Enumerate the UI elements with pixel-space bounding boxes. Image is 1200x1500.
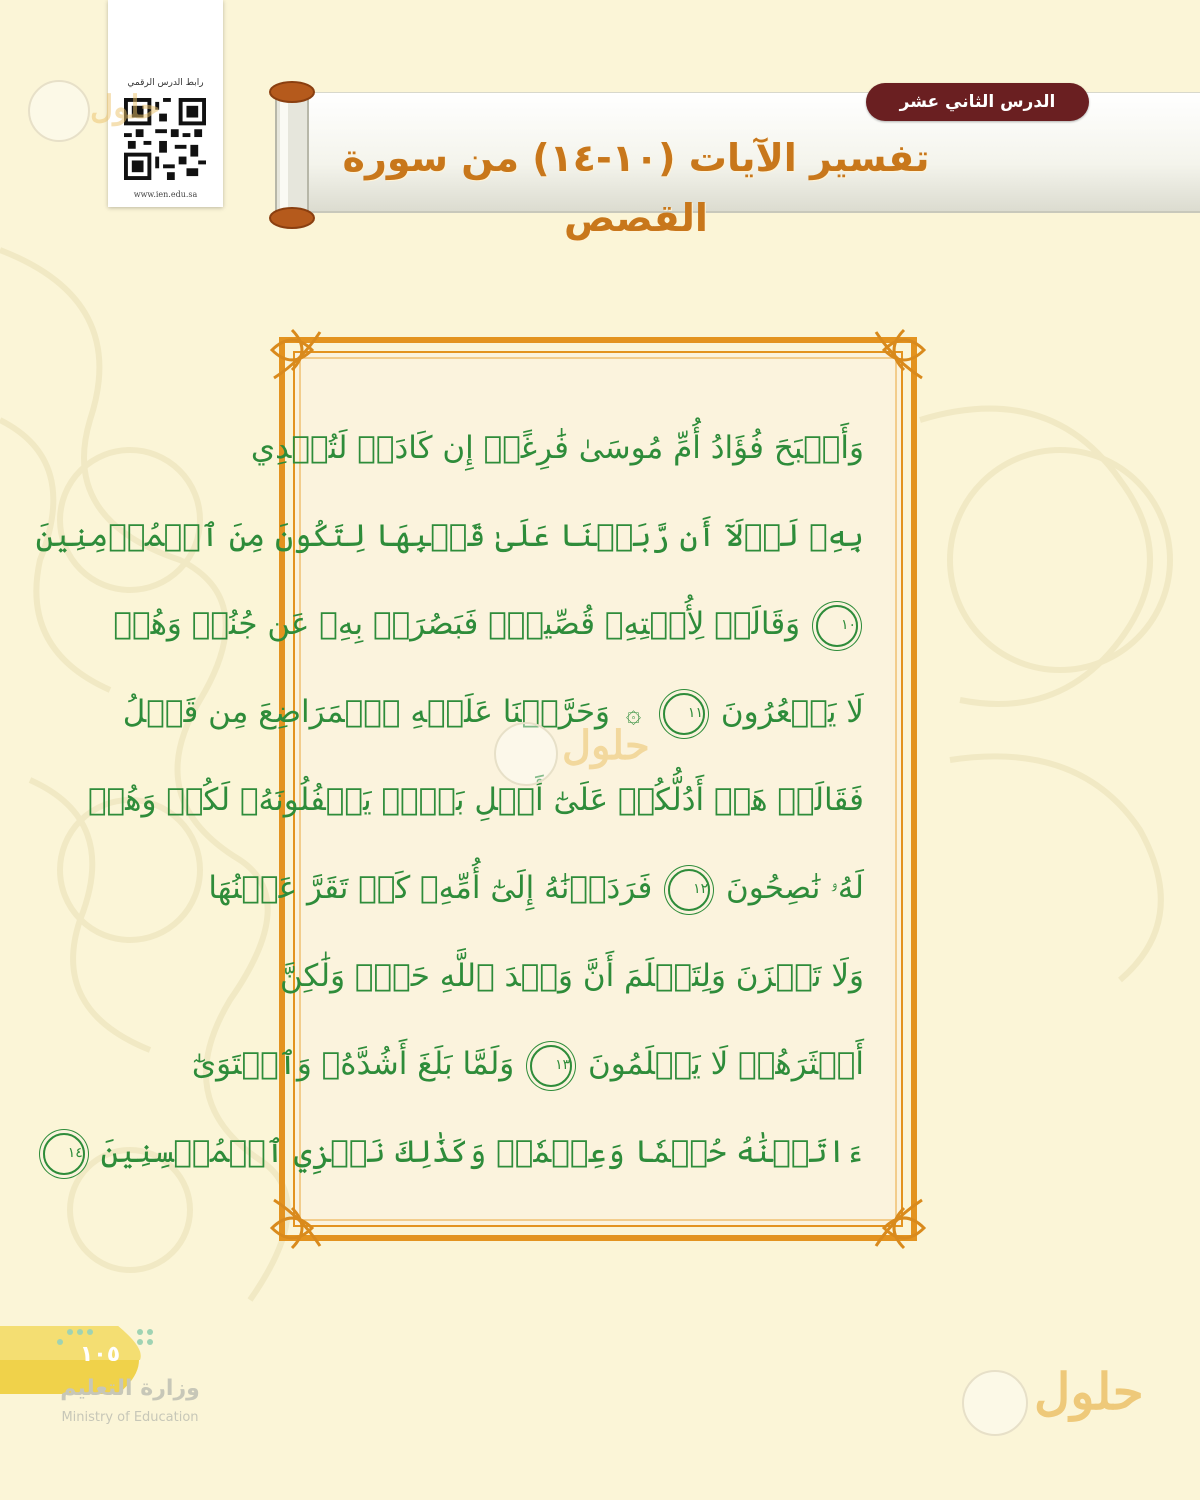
verse-text: وَقَالَتۡ لِأُخۡتِهِۦ قُصِّيهِۖ فَبَصُرَتۡ بِهِۦ عَن جُنُبٖ وَهُمۡ	[113, 606, 801, 642]
ministry-logo-english: Ministry of Education	[61, 1410, 199, 1425]
watermark-logo-circle	[28, 80, 90, 142]
verse-line	[191, 1020, 864, 1108]
verse-text: وَلَا تَحۡزَنَ وَلِتَعۡلَمَ أَنَّ وَعۡدَ ٱللَّهِ حَقّٞ وَلَٰكِنَّ	[279, 958, 864, 994]
verse-text: وَلَمَّا بَلَغَ أَشُدَّهُۥ وَٱسۡتَوَىٰٓ	[191, 1046, 515, 1082]
scroll-roll-icon	[268, 80, 316, 230]
verse-text: بِهِۦ لَوۡلَآ أَن رَّبَطۡنَا عَلَىٰ قَلۡبِهَا لِتَكُونَ مِنَ ٱلۡمُؤۡمِنِينَ	[35, 518, 864, 554]
page-number: ١٠٥	[79, 1342, 121, 1367]
lesson-title: تفسير الآيات (١٠-١٤) من سورة القصص	[342, 136, 930, 240]
verse-line	[279, 932, 864, 1020]
qr-url[interactable]: www.ien.edu.sa	[133, 190, 198, 199]
verse-line	[250, 404, 864, 492]
watermark-text: حلول	[562, 722, 650, 769]
verse-line	[208, 844, 864, 932]
verse-line	[67, 1108, 864, 1196]
qr-label: رابط الدرس الرقمي	[127, 78, 204, 88]
ayah-number-10: ١٠	[816, 605, 858, 647]
ministry-logo-arabic: وزارة التعليم	[60, 1376, 200, 1401]
lesson-badge: الدرس الثاني عشر	[866, 83, 1089, 121]
ayah-number-13: ١٣	[530, 1045, 572, 1087]
verse-text: فَقَالَتۡ هَلۡ أَدُلُّكُمۡ عَلَىٰٓ أَهۡلِ بَيۡتٖ يَكۡفُلُونَهُۥ لَكُمۡ وَهُمۡ	[87, 782, 864, 818]
verse-text: وَأَصۡبَحَ فُؤَادُ أُمِّ مُوسَىٰ فَٰرِغًاۖ إِن كَادَتۡ لَتُبۡدِي	[250, 430, 864, 466]
watermark-logo-circle	[494, 722, 558, 786]
verse-text: لَا يَشۡعُرُونَ	[720, 694, 864, 730]
ayah-number-11: ١١	[663, 693, 705, 735]
ayah-number-14: ١٤	[43, 1133, 85, 1175]
verse-text: فَرَدَدۡنَٰهُ إِلَىٰٓ أُمِّهِۦ كَيۡ تَقَرَّ عَيۡنُهَا	[208, 870, 653, 906]
watermark-text: حلول	[90, 88, 161, 126]
verse-line	[113, 580, 864, 668]
verse-text: وَحَرَّمۡنَا عَلَيۡهِ ٱلۡمَرَاضِعَ مِن قَبۡلُ	[122, 694, 611, 730]
verse-text: أَكۡثَرَهُمۡ لَا يَعۡلَمُونَ	[587, 1046, 864, 1082]
verse-text: ءَاتَيۡنَٰهُ حُكۡمٗا وَعِلۡمٗاۚ وَكَذَٰلِكَ نَجۡزِي ٱلۡمُحۡسِنِينَ	[100, 1134, 864, 1170]
verse-line	[87, 756, 864, 844]
ayah-number-12: ١٢	[668, 869, 710, 911]
rub-el-hizb-icon: ۞	[625, 699, 642, 729]
verse-line	[35, 492, 864, 580]
watermark-logo-circle	[962, 1370, 1028, 1436]
watermark-text: حلول	[1034, 1362, 1144, 1421]
quran-verses	[35, 404, 864, 1194]
verse-text: لَهُۥ نَٰصِحُونَ	[726, 870, 864, 906]
